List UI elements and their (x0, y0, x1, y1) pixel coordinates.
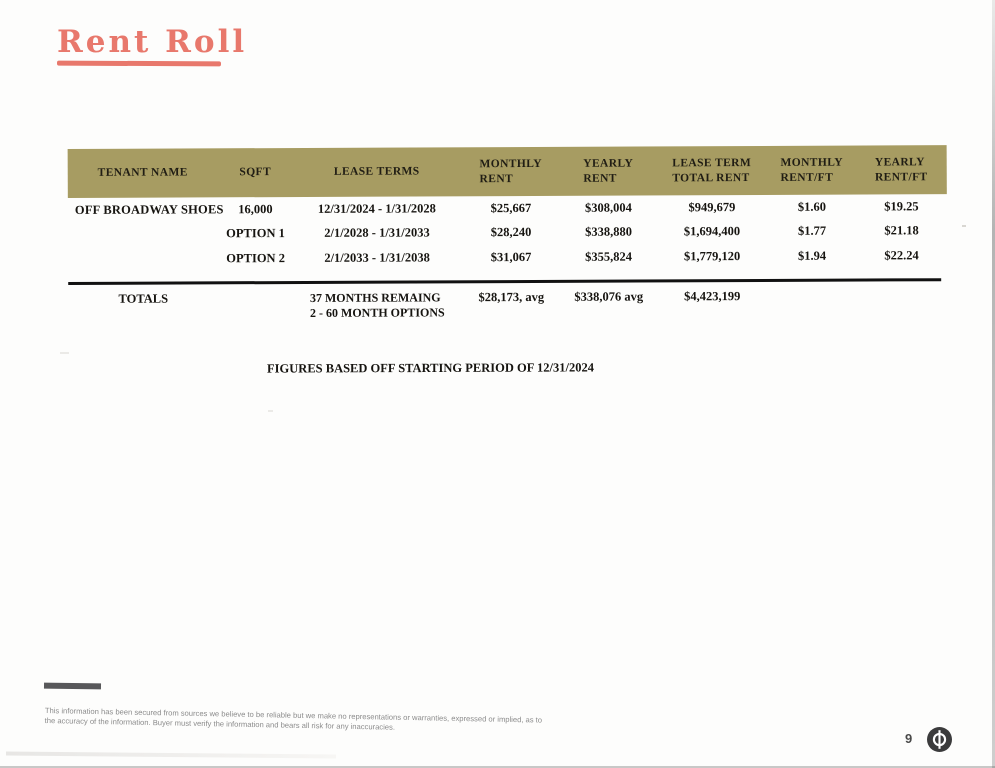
totals-lease-term-total: $4,423,199 (684, 288, 741, 303)
yearly-rent-cell: $338,880 (585, 224, 632, 239)
table-row (68, 219, 947, 247)
phi-circle-logo-icon (926, 726, 953, 753)
col-header-tenant-name: TENANT NAME (97, 166, 188, 180)
scan-speck (268, 410, 273, 412)
yearly-rent-cell: $308,004 (584, 200, 632, 215)
yearly-rent-cell: $355,824 (585, 249, 633, 264)
totals-row (68, 288, 947, 322)
col-header-sqft: SQFT (239, 166, 272, 179)
lease-term-cell: 2/1/2033 - 1/31/2038 (324, 250, 430, 265)
sqft-cell: OPTION 2 (226, 250, 285, 266)
table-row (68, 194, 947, 222)
lease-term-total-cell: $1,694,400 (683, 224, 741, 239)
lease-term-cell: 2/1/2028 - 1/31/2033 (324, 225, 430, 241)
totals-lease-summary: 37 MONTHS REMAING 2 - 60 MONTH OPTIONS (309, 289, 445, 320)
totals-divider (68, 278, 941, 285)
scan-streak (6, 752, 336, 759)
tenant-name-cell: OFF BROADWAY SHOES (74, 202, 224, 217)
scan-speck (962, 225, 966, 227)
monthly-rent-ft-cell: $1.94 (798, 248, 827, 263)
col-header-monthly-rent-ft: MONTHLY RENT/FT (780, 156, 843, 184)
col-header-lease-term-total-rent: LEASE TERM TOTAL RENT (672, 157, 752, 184)
sqft-cell: 16,000 (238, 201, 273, 217)
lease-term-total-cell: $1,779,120 (683, 248, 741, 264)
monthly-rent-ft-cell: $1.77 (797, 223, 827, 239)
monthly-rent-cell: $28,240 (490, 225, 532, 240)
figures-footnote: FIGURES BASED OFF STARTING PERIOD OF 12/31/2024 (267, 360, 594, 376)
scan-speck (60, 352, 69, 354)
col-header-yearly-rent: YEARLY RENT (583, 157, 634, 185)
totals-monthly-rent: $28,173, avg (478, 289, 545, 304)
table-header-row (68, 145, 947, 198)
page-title: Rent Roll (57, 24, 248, 60)
lease-term-total-cell: $949,679 (688, 199, 736, 215)
title-underline (57, 61, 221, 67)
tenant-name-cell (68, 234, 218, 235)
page-number: 9 (905, 731, 913, 746)
rent-roll-table (68, 145, 948, 321)
totals-yearly-rent: $338,076 avg (574, 288, 644, 304)
disclaimer-text: This information has been secured from sources we believe to be reliable but we make no representations or warranties, expressed or implied, as to the accuracy of the information. Buyer must verify the information and bears all risk for any inaccuracies. (44, 706, 543, 732)
col-header-yearly-rent-ft: YEARLY RENT/FT (874, 156, 928, 183)
lease-term-cell: 12/31/2024 - 1/31/2028 (317, 201, 436, 216)
yearly-rent-ft-cell: $19.25 (884, 199, 919, 214)
monthly-rent-cell: $31,067 (490, 249, 532, 264)
yearly-rent-ft-cell: $21.18 (884, 223, 919, 238)
totals-label: TOTALS (118, 291, 169, 306)
footer-accent-bar (44, 683, 101, 690)
monthly-rent-ft-cell: $1.60 (797, 199, 826, 214)
table-row (68, 243, 947, 271)
yearly-rent-ft-cell: $22.24 (884, 248, 919, 263)
tenant-name-cell (68, 259, 218, 260)
monthly-rent-cell: $25,667 (490, 200, 532, 215)
sqft-cell: OPTION 1 (226, 226, 285, 241)
col-header-monthly-rent: MONTHLY RENT (479, 158, 542, 185)
col-header-lease-terms: LEASE TERMS (333, 165, 420, 179)
